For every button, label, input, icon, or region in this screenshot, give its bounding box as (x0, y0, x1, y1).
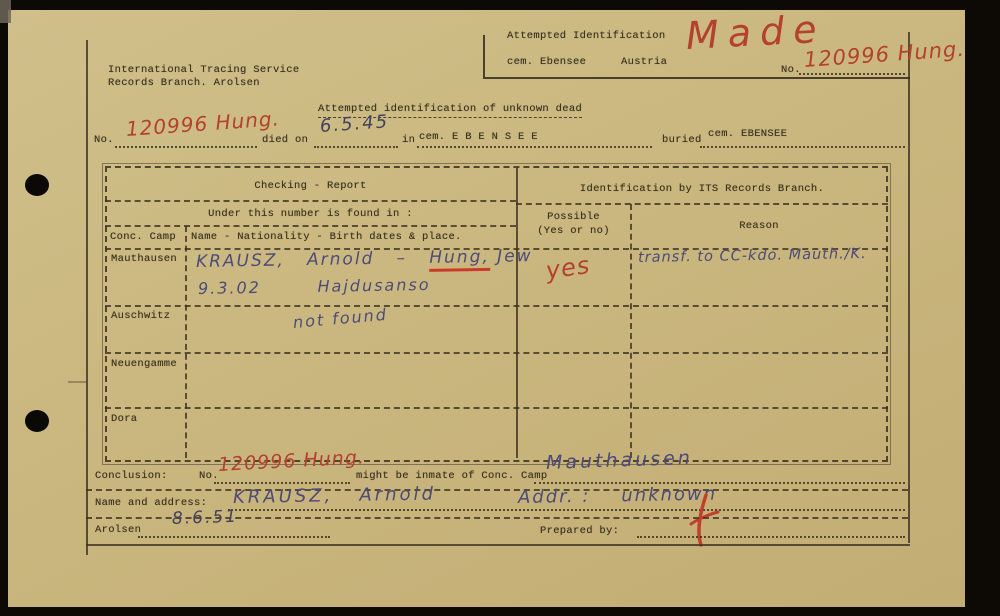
scan-edge-artifact (0, 0, 11, 23)
row-separator (105, 407, 888, 409)
possible-column-header-2: (Yes or no) (537, 225, 610, 237)
document-title: Attempted identification of unknown dead (318, 103, 582, 118)
row-separator (105, 352, 888, 354)
red-initial-mark (686, 492, 722, 548)
table-line (516, 203, 888, 205)
reason-column-header: Reason (739, 220, 779, 232)
row1-name-part-a: KRAUSZ, Arnold – (195, 247, 430, 272)
fold-mark (68, 381, 86, 383)
stamp-box-cemetery: cem. Ebensee (507, 56, 587, 68)
left-margin-rule (86, 40, 88, 555)
right-margin-rule (908, 32, 910, 543)
conclusion-no-label: No. (199, 470, 219, 482)
dotted-line (138, 536, 330, 538)
dotted-line (700, 146, 905, 148)
buried-label: buried (662, 134, 702, 146)
camp-label-dora: Dora (111, 413, 138, 425)
address-handwriting: Addr. : unknown (517, 483, 718, 508)
letterhead-line1: International Tracing Service (108, 64, 300, 76)
camp-label-neuengamme: Neuengamme (111, 358, 178, 370)
died-date-handwriting: 6.5.45 (319, 111, 390, 137)
stamp-no-label: No. (781, 64, 801, 76)
name-address-label: Name and address: (95, 497, 208, 509)
dotted-line (417, 146, 652, 148)
row1-reason-handwriting: transf. to CC-kdo. Mauth./K. (637, 246, 867, 266)
row1-name-part-b-underlined: Hung, (429, 247, 490, 272)
possible-column-header: Possible (547, 211, 600, 223)
conclusion-might-label: might be inmate of Conc. Camp (356, 470, 548, 482)
buried-cemetery-typed: cem. EBENSEE (708, 128, 788, 140)
conclusion-no-handwriting: 120996 Hung. (217, 446, 366, 476)
row1-possible-handwriting: yes (544, 250, 592, 285)
dotted-line (228, 509, 905, 511)
possible-column-divider (630, 204, 632, 458)
punch-hole-top (25, 174, 49, 196)
camp-label-auschwitz: Auschwitz (111, 310, 171, 322)
conclusion-label: Conclusion: (95, 470, 168, 482)
dotted-line (799, 73, 905, 75)
row2-note-handwriting: not found (292, 304, 389, 332)
stamp-box-title: Attempted Identification (507, 30, 666, 42)
dotted-line (637, 536, 905, 538)
in-label: in (402, 134, 416, 146)
row-separator (105, 305, 888, 307)
dotted-line (314, 146, 398, 148)
row1-name-part-c: Jew (489, 246, 533, 267)
row1-birth-handwriting: 9.3.02 Hajdusanso (197, 274, 431, 298)
dotted-line (214, 482, 350, 484)
conclusion-camp-handwriting: Mauthausen (545, 446, 694, 474)
name-handwriting: KRAUSZ, Arnold (232, 483, 437, 508)
dotted-line (115, 146, 257, 148)
prepared-by-label: Prepared by: (540, 525, 620, 537)
stamp-no-handwriting: 120996 Hung. (803, 36, 966, 72)
info-no-label: No. (94, 134, 114, 146)
rule-line (86, 489, 908, 491)
left-section-header: Checking - Report (254, 180, 367, 192)
camp-column-divider (185, 226, 187, 458)
place-label: Arolsen (95, 524, 142, 536)
cemetery-typed: cem. E B E N S E E (419, 131, 538, 143)
info-no-handwriting: 120996 Hung. (125, 106, 281, 141)
died-on-label: died on (262, 134, 309, 146)
made-handwriting: Made (684, 6, 827, 58)
right-section-header: Identification by ITS Records Branch. (579, 183, 825, 195)
dotted-line (534, 482, 905, 484)
left-section-subheader: Under this number is found in : (208, 208, 413, 220)
table-line (105, 200, 516, 202)
table-line (105, 225, 516, 227)
name-column-header: Name - Nationality - Birth dates & place. (191, 231, 462, 243)
stamp-box-country: Austria (621, 56, 668, 68)
camp-label-mauthausen: Mauthausen (111, 253, 178, 265)
punch-hole-bottom (25, 410, 49, 432)
letterhead-line2: Records Branch. Arolsen (108, 77, 260, 89)
camp-column-header: Conc. Camp (110, 231, 177, 243)
date-handwriting: 8.6.51 (171, 506, 239, 529)
bottom-rule-line (86, 544, 910, 546)
